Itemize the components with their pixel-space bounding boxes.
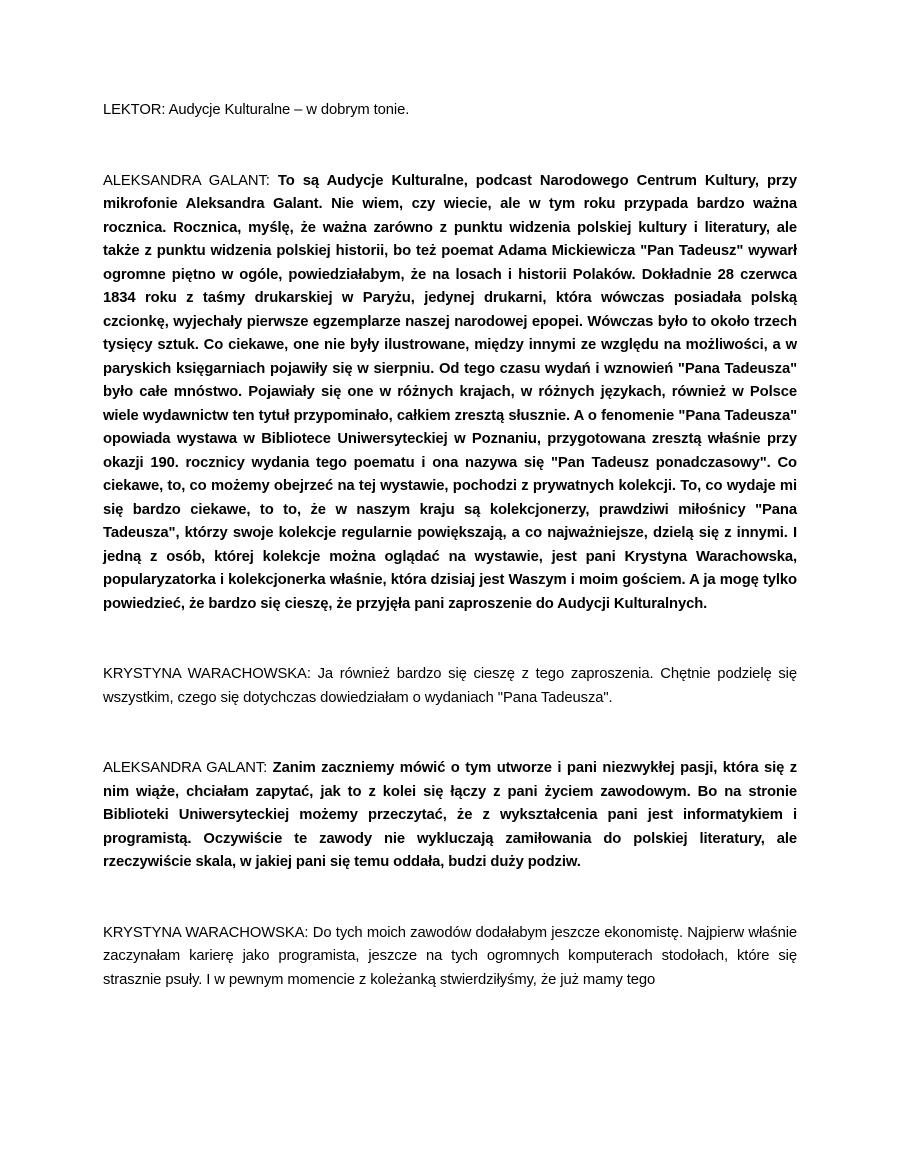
speaker-label: KRYSTYNA WARACHOWSKA: (103, 924, 309, 941)
speaker-label: LEKTOR: (103, 102, 166, 118)
speech-text: Zanim zaczniemy mówić o tym utworze i pani niezwykłej pasji, która się z nim wiąże, chciałam zapytać, jak to z kolei się łączy z pani życiem zawodowym. Bo na stronie Biblioteki Uniwersyteckiej możemy przeczytać, że z wykształcenia pani jest informatykiem i programistą. Oczywiście te zawody nie wykluczają zamiłowania do polskiej literatury, ale rzeczywiście skala, w jakiej pani się temu oddała, budzi duży podziw. (103, 760, 797, 870)
speech-text: Do tych moich zawodów dodałabym jeszcze ekonomistę. Najpierw właśnie zaczynałam karierę jako programista, jeszcze na tych ogromnych komputerach stodołach, które się strasznie psuły. I w pewnym momencie z koleżanką stwierdziłyśmy, że już mamy tego (103, 924, 798, 988)
transcript-paragraph (103, 663, 797, 710)
speaker-label: ALEKSANDRA GALANT: (103, 760, 268, 776)
transcript-paragraph (103, 170, 797, 617)
speech-text: Audycje Kulturalne – w dobrym tonie. (168, 102, 410, 118)
transcript-paragraph (103, 757, 797, 875)
transcript-paragraph (103, 922, 797, 993)
transcript-paragraph (103, 99, 797, 123)
speaker-label: ALEKSANDRA GALANT: (103, 172, 270, 189)
speech-text: To są Audycje Kulturalne, podcast Narodowego Centrum Kultury, przy mikrofonie Aleksandra Galant. Nie wiem, czy wiecie, ale w tym roku przypada bardzo ważna rocznica. Rocznica, myślę, że ważna zarówno z punktu widzenia polskiej kultury i literatury, ale także z punktu widzenia polskiej historii, bo też poemat Adama Mickiewicza "Pan Tadeusz" wywarł ogromne piętno w ogóle, powiedziałabym, że na losach i historii Polaków. Dokładnie 28 czerwca 1834 roku z taśmy drukarskiej w Paryżu, jedynej drukarni, która wówczas posiadała polską czcionkę, wyjechały pierwsze egzemplarze naszej narodowej epopei. Wówczas było to około trzech tysięcy sztuk. Co ciekawe, one nie były ilustrowane, między innymi ze względu na możliwości, a w paryskich księgarniach pojawiły się w sierpniu. Od tego czasu wydań i wznowień "Pana Tadeusza" było całe mnóstwo. Pojawiały się one w różnych krajach, w różnych językach, również w Polsce wiele wydawnictw ten tytuł przypominało, całkiem zresztą słusznie. A o fenomenie "Pana Tadeusza" opowiada wystawa w Bibliotece Uniwersyteckiej w Poznaniu, przygotowana zresztą właśnie przy okazji 190. rocznicy wydania tego poematu i ona nazywa się "Pan Tadeusz ponadczasowy". Co ciekawe, to, co możemy obejrzeć na tej wystawie, pochodzi z prywatnych kolekcji. To, co wydaje mi się bardzo ciekawe, to to, że w naszym kraju są kolekcjonerzy, prawdziwi miłośnicy "Pana Tadeusza", którzy swoje kolekcje regularnie powiększają, a co najważniejsze, dzielą się z innymi. I jedną z osób, której kolekcje można oglądać na wystawie, jest pani Krystyna Warachowska, popularyzatorka i kolekcjonerka właśnie, która dzisiaj jest Waszym i moim gościem. A ja mogę tylko powiedzieć, że bardzo się cieszę, że przyjęła pani zaproszenie do Audycji Kulturalnych. (103, 172, 798, 612)
speech-text: Ja również bardzo się cieszę z tego zaproszenia. Chętnie podzielę się wszystkim, czego się dotychczas dowiedziałam o wydaniach "Pana Tadeusza". (103, 666, 797, 706)
speaker-label: KRYSTYNA WARACHOWSKA: (103, 666, 311, 682)
